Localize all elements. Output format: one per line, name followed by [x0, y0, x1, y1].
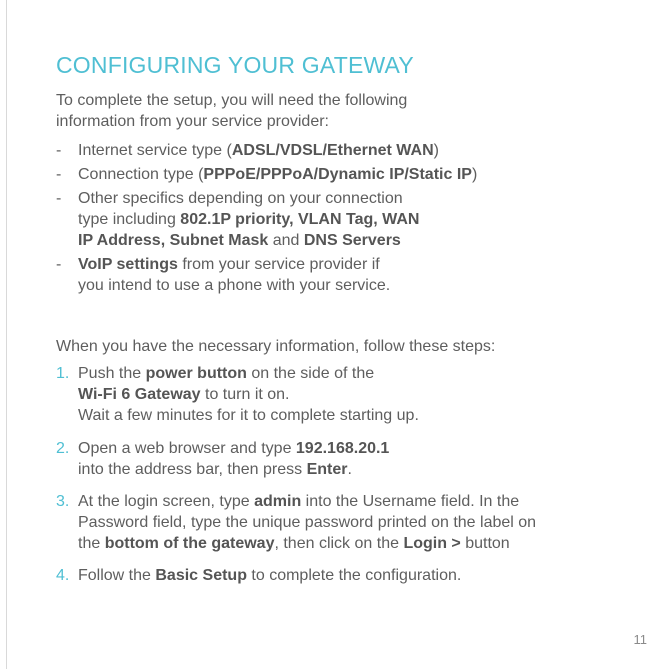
step-number: 4. — [56, 567, 70, 584]
bold-text: ADSL/VDSL/Ethernet WAN — [231, 142, 434, 159]
text: into the Username field. In the — [301, 493, 520, 510]
step-line — [78, 384, 626, 405]
step-3 — [56, 491, 626, 554]
text: to turn it on. — [200, 386, 290, 403]
requirement-item-service-type — [56, 140, 616, 161]
page-number: 11 — [633, 632, 647, 647]
intro-line: information from your service provider: — [56, 113, 329, 130]
requirement-item-connection-type — [56, 164, 616, 185]
bold-text: bottom of the gateway — [104, 535, 275, 552]
text: , then click on the — [274, 535, 404, 552]
bold-text: Enter — [306, 461, 348, 478]
text: type including — [78, 211, 181, 228]
steps-intro: When you have the necessary information, follow these steps: — [56, 338, 496, 355]
step-line — [78, 459, 626, 480]
requirements-list — [56, 140, 616, 299]
step-1 — [56, 363, 626, 426]
intro-paragraph — [56, 90, 407, 132]
step-line — [78, 565, 626, 586]
text: on the side of the — [246, 365, 375, 382]
requirement-line — [78, 140, 616, 161]
bold-text: Login > — [403, 535, 461, 552]
bold-text: Basic Setup — [155, 567, 247, 584]
requirement-line — [78, 230, 616, 251]
requirement-line: Other specifics depending on your connection — [78, 190, 403, 207]
text: Open a web browser and type — [78, 440, 296, 457]
step-number: 2. — [56, 440, 70, 457]
text: At the login screen, type — [78, 493, 255, 510]
text: ) — [433, 142, 439, 159]
step-line — [78, 363, 626, 384]
intro-line: To complete the setup, you will need the following — [56, 92, 408, 109]
dash-bullet: - — [56, 142, 62, 159]
text: Connection type ( — [78, 166, 204, 183]
text: into the address bar, then press — [78, 461, 307, 478]
text: . — [347, 461, 352, 478]
bold-text: VoIP settings — [78, 256, 178, 273]
requirement-item-voip — [56, 254, 616, 296]
bold-text: PPPoE/PPPoA/Dynamic IP/Static IP — [203, 166, 472, 183]
step-number: 1. — [56, 365, 70, 382]
text: Push the — [78, 365, 146, 382]
bold-text: admin — [254, 493, 302, 510]
dash-bullet: - — [56, 190, 62, 207]
bold-text: 192.168.20.1 — [295, 440, 390, 457]
requirement-line — [78, 164, 616, 185]
requirement-line: you intend to use a phone with your service. — [78, 277, 391, 294]
step-number: 3. — [56, 493, 70, 510]
page-title: CONFIGURING YOUR GATEWAY — [56, 52, 414, 78]
text: Internet service type ( — [78, 142, 232, 159]
step-line: Wait a few minutes for it to complete starting up. — [78, 407, 419, 424]
dash-bullet: - — [56, 166, 62, 183]
text: ) — [471, 166, 478, 183]
requirement-line — [78, 254, 616, 275]
bold-text: 802.1P priority, VLAN Tag, WAN — [180, 211, 420, 228]
bold-text: power button — [145, 365, 247, 382]
step-line — [78, 491, 626, 512]
text: Follow the — [78, 567, 156, 584]
requirement-line — [78, 209, 616, 230]
page-edge-rule — [6, 0, 7, 669]
text: to complete the configuration. — [246, 567, 462, 584]
dash-bullet: - — [56, 256, 62, 273]
step-2 — [56, 438, 626, 480]
text: from your service provider if — [177, 256, 380, 273]
requirement-item-other-specifics — [56, 188, 616, 251]
step-4 — [56, 565, 626, 586]
text: the — [78, 535, 105, 552]
step-line: Password field, type the unique password printed on the label on — [78, 514, 537, 531]
bold-text: IP Address, Subnet Mask — [78, 232, 269, 249]
text: and — [268, 232, 304, 249]
bold-text: DNS Servers — [303, 232, 401, 249]
step-line — [78, 533, 626, 554]
text: button — [460, 535, 510, 552]
bold-text: Wi-Fi 6 Gateway — [78, 386, 201, 403]
steps-list — [56, 363, 626, 586]
step-line — [78, 438, 626, 459]
